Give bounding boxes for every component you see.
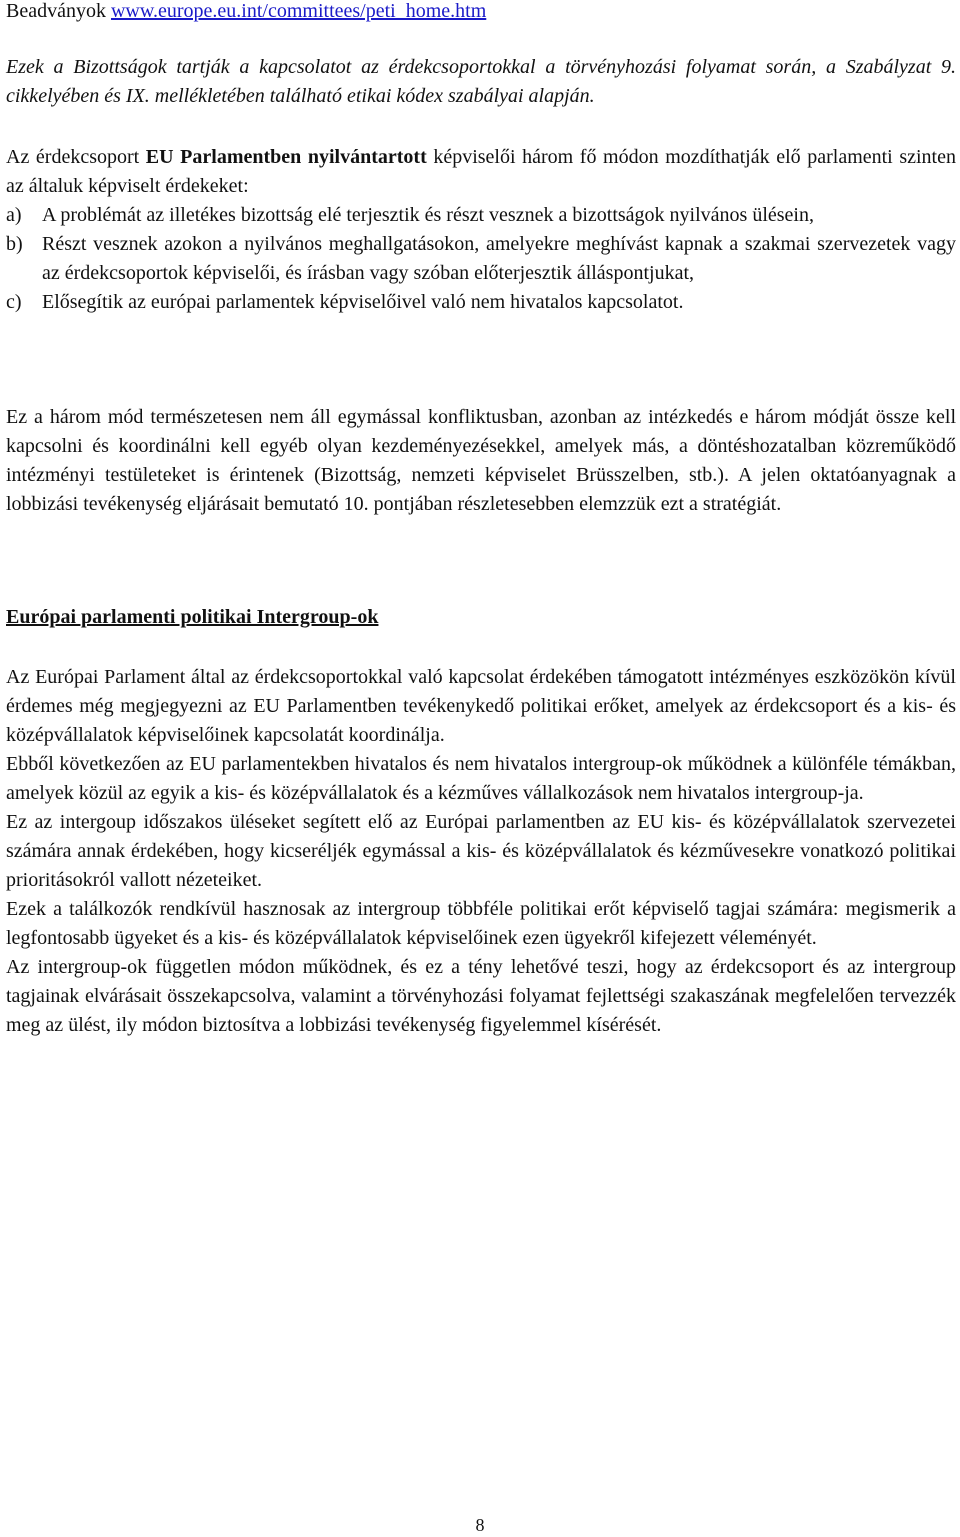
page-number: 8: [475, 1515, 485, 1535]
lead-bold: EU Parlamentben nyilvántartott: [145, 146, 427, 168]
list-letter: c): [6, 291, 22, 313]
lead-pre: Az érdekcsoport: [6, 146, 146, 168]
lead-post: képviselői három fő módon mozdíthatják elő parlamenti szinten az általuk képviselt érdekeket:: [6, 146, 956, 197]
modes-list: [6, 201, 956, 317]
list-letter: b): [6, 233, 23, 255]
list-text: Elősegítik az európai parlamentek képviselőivel való nem hivatalos kapcsolatot.: [42, 291, 684, 313]
list-item: [6, 230, 956, 288]
list-text: Részt vesznek azokon a nyilvános meghallgatásokon, amelyekre meghívást kapnak a szakmai szervezetek vagy az érdekcsoportok képviselői, és írásban vagy szóban előterjesztik álláspontjukat,: [42, 233, 956, 284]
section1-closing: Ez a három mód természetesen nem áll egymással konfliktusban, azonban az intézkedés e három módját össze kell kapcsolni és koordinálni kell egyéb olyan kezdeményezésekkel, amelyek más, a döntéshozatalban közreműködő intézményi testületeket is érintenek (Bizottság, nemzeti képviselet Brüsszelben, stb.). A jelen oktatóanyagnak a lobbizási tevékenység eljárásait bemutató 10. pontjában részletesebben elemzzük ezt a stratégiát.: [6, 406, 956, 515]
section2-heading: Európai parlamenti politikai Intergroup-ok: [6, 606, 379, 628]
header-label: Beadványok: [6, 0, 106, 22]
paragraph: Ezek a találkozók rendkívül hasznosak az intergroup többféle politikai erőt képviselő tagjai számára: megismerik a legfontosabb ügyeket és a kis- és középvállalatok képviselőinek ezen ügyekről kifejezett véleményét.: [6, 898, 956, 949]
paragraph: Az intergroup-ok független módon működnek, és ez a tény lehetővé teszi, hogy az érdekcsoport és az intergroup tagjainak elvárásait összekapcsolva, valamint a törvényhozási folyamat fejlettségi szakaszának megfelelően tervezzék meg az ülést, ily módon biztosítva a lobbizási tevékenység figyelemmel kísérését.: [6, 956, 956, 1036]
header-line: [6, 0, 486, 23]
paragraph: Az Európai Parlament által az érdekcsoportokkal való kapcsolat érdekében támogatott intézményes eszközökön kívül érdemes még megjegyezni az EU Parlamentben tevékenykedő politikai erőket, amelyek az érdekcsoport és a kis- és középvállalatok képviselőinek kapcsolatát koordinálja.: [6, 666, 956, 746]
list-letter: a): [6, 204, 22, 226]
committee-link[interactable]: www.europe.eu.int/committees/peti_home.htm: [110, 0, 487, 22]
paragraph: Ebből következően az EU parlamentekben hivatalos és nem hivatalos intergroup-ok működnek a különféle témákban, amelyek közül az egyik a kis- és középvállalatok és a kézműves vállalkozások nem hivatalos intergroup-ja.: [6, 753, 956, 804]
list-item: [6, 288, 956, 317]
section2-body: [6, 663, 956, 1040]
paragraph: Ez az intergoup időszakos üléseket segített elő az Európai parlamentben az EU kis- és középvállalatok szervezetei számára annak érdekében, hogy kicseréljék egymással a kis- és középvállalatok és kézművesekre vonatkozó politikai prioritásokról vallott nézeteiket.: [6, 811, 956, 891]
list-text: A problémát az illetékes bizottság elé terjesztik és részt vesznek a bizottságok nyilvános ülésein,: [42, 204, 814, 226]
list-item: [6, 201, 956, 230]
intro-paragraph: Ezek a Bizottságok tartják a kapcsolatot az érdekcsoportokkal a törvényhozási folyamat során, a Szabályzat 9. cikkelyében és IX. mellékletében található etikai kódex szabályai alapján.: [6, 56, 956, 107]
section1-lead: [6, 143, 956, 201]
